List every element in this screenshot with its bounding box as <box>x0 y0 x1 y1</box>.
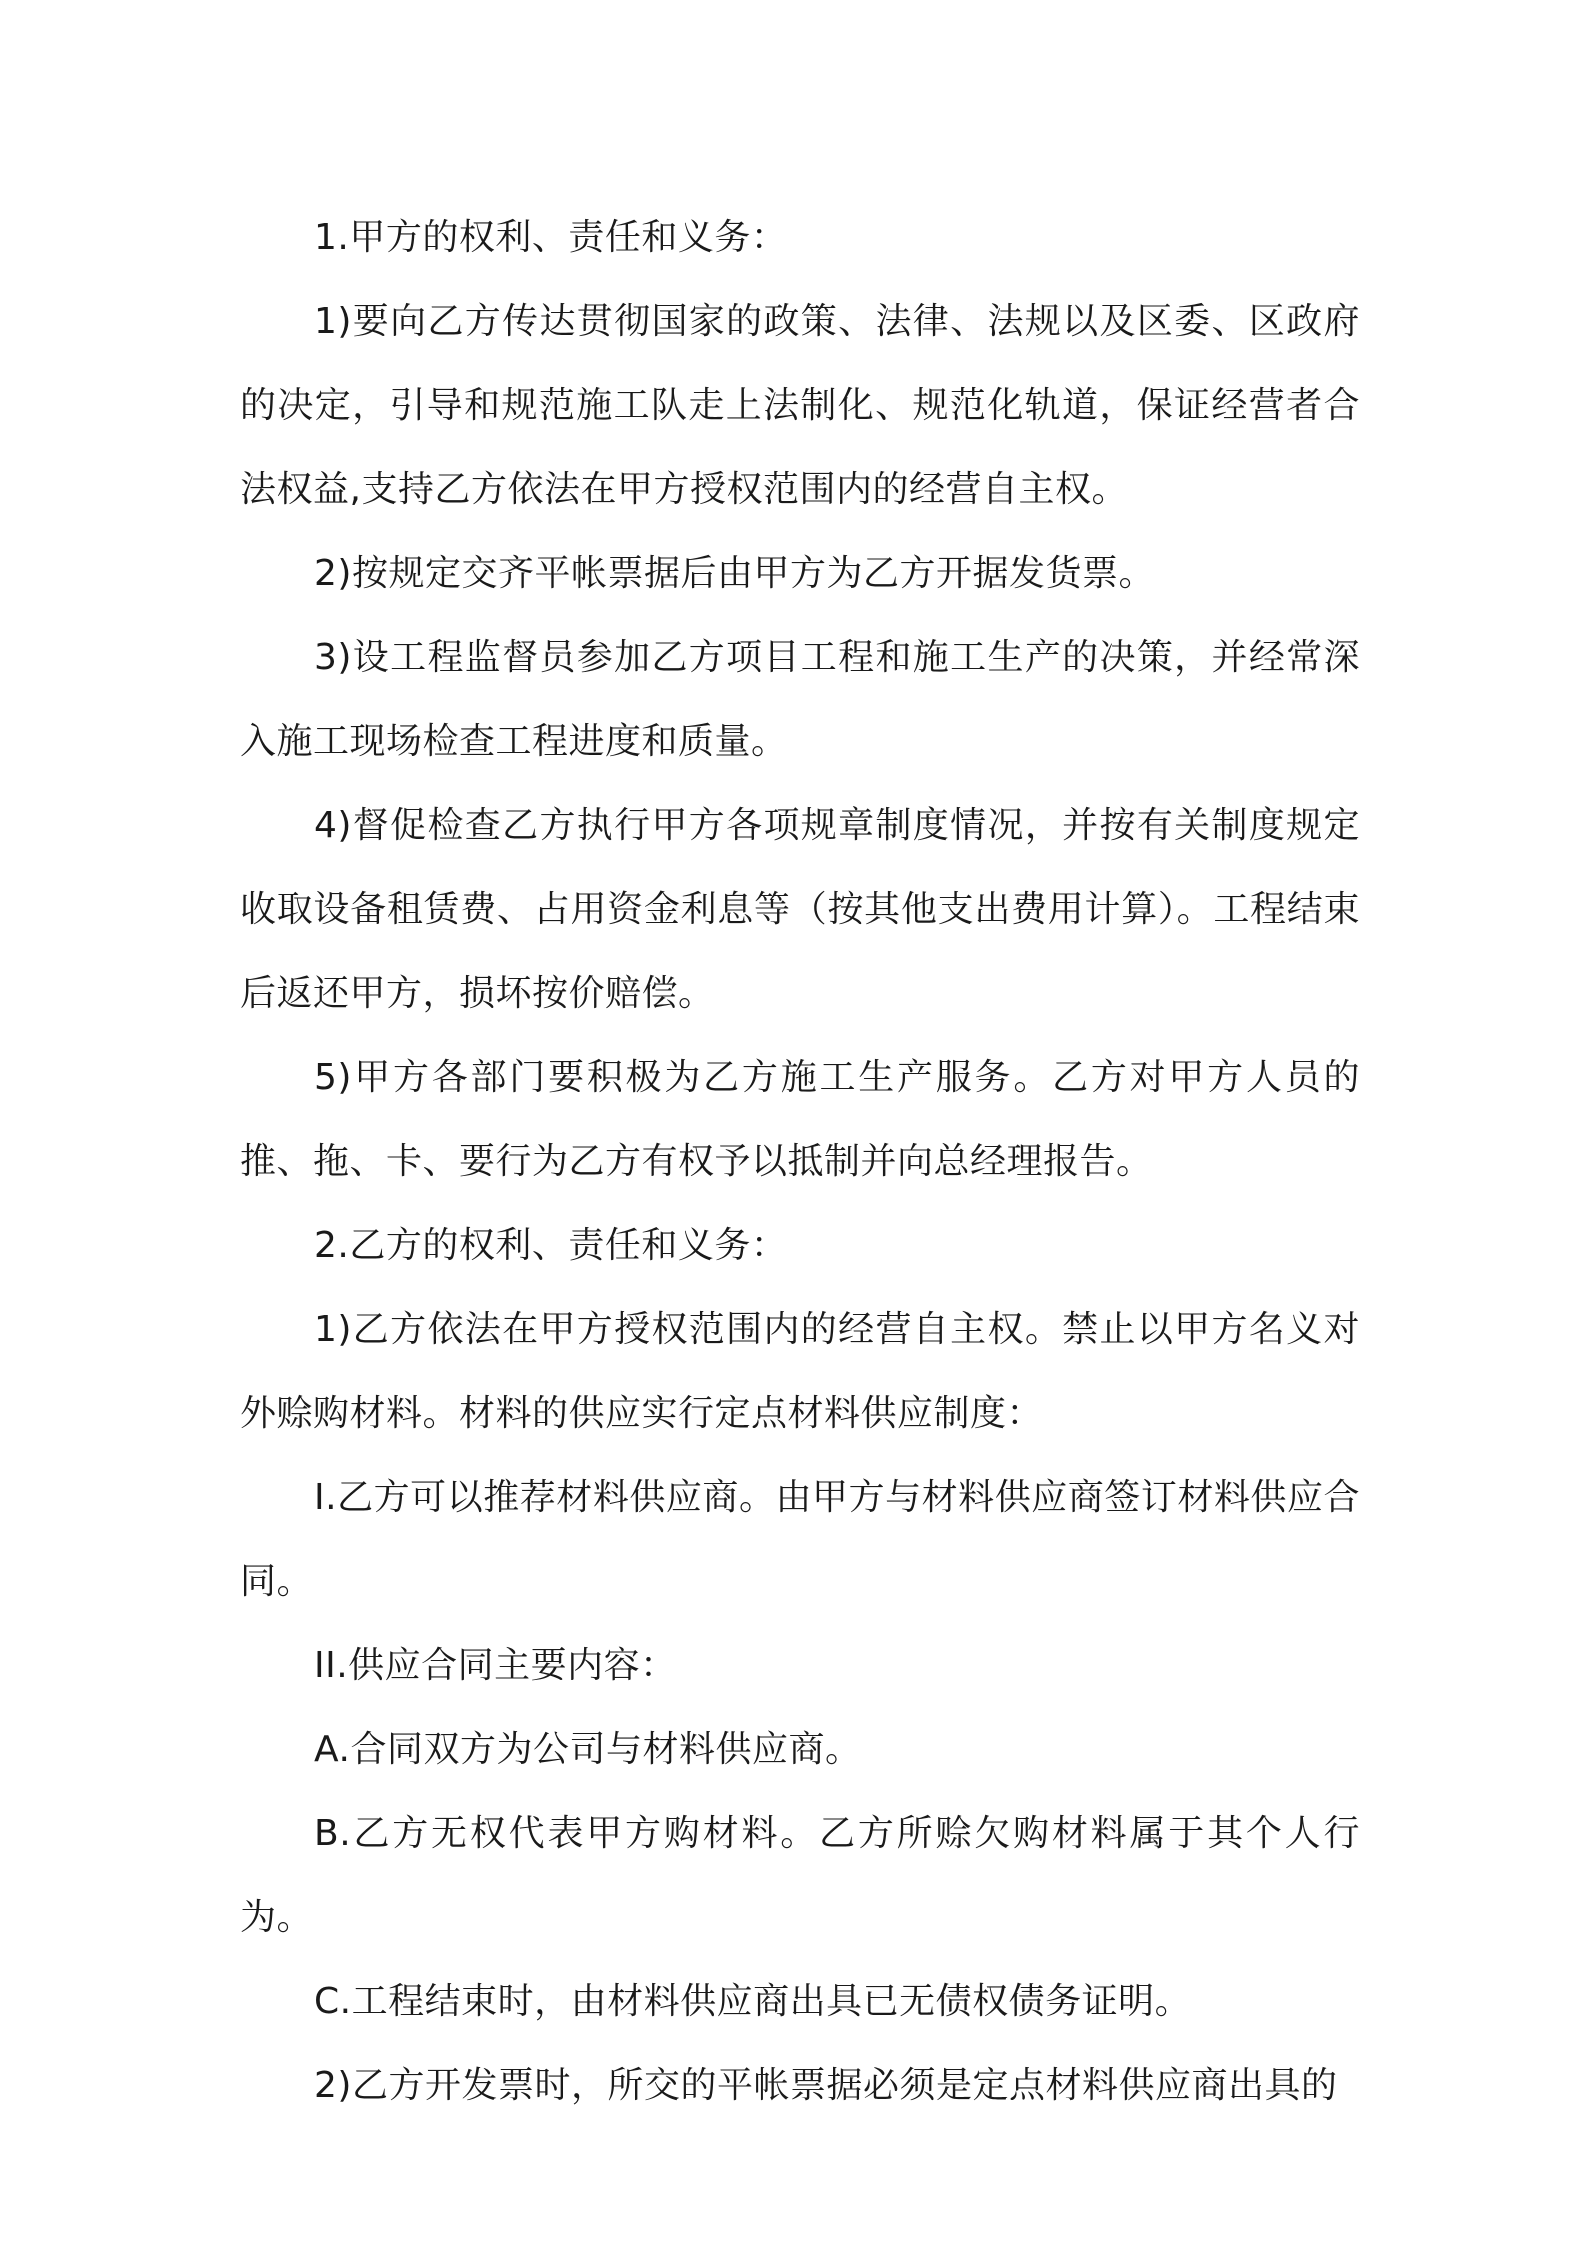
heading-party-a-rights: 1.甲方的权利、责任和义务： <box>314 217 788 258</box>
party-b-clause-1: 1)乙方依法在甲方授权范围内的经营自主权。禁止以甲方名义对外赊购材料。材料的供应实行定点材料供应制度： <box>240 1309 1360 1434</box>
party-b-subclause-i: I.乙方可以推荐材料供应商。由甲方与材料供应商签订材料供应合同。 <box>240 1477 1360 1602</box>
party-a-clause-2: 2)按规定交齐平帐票据后由甲方为乙方开据发货票。 <box>314 553 1155 594</box>
party-a-clause-1: 1)要向乙方传达贯彻国家的政策、法律、法规以及区委、区政府的决定，引导和规范施工队走上法制化、规范化轨道，保证经营者合法权益,支持乙方依法在甲方授权范围内的经营自主权。 <box>240 301 1360 510</box>
party-b-item-a: A.合同双方为公司与材料供应商。 <box>314 1729 862 1770</box>
party-b-subclause-ii: II.供应合同主要内容： <box>314 1645 677 1686</box>
party-a-clause-4: 4)督促检查乙方执行甲方各项规章制度情况，并按有关制度规定收取设备租赁费、占用资金利息等（按其他支出费用计算）。工程结束后返还甲方，损坏按价赔偿。 <box>240 805 1360 1014</box>
heading-party-b-rights: 2.乙方的权利、责任和义务： <box>314 1225 788 1266</box>
party-b-item-c: C.工程结束时，由材料供应商出具已无债权债务证明。 <box>314 1981 1192 2022</box>
party-b-item-b: B.乙方无权代表甲方购材料。乙方所赊欠购材料属于其个人行为。 <box>240 1813 1360 1938</box>
party-a-clause-3: 3)设工程监督员参加乙方项目工程和施工生产的决策，并经常深入施工现场检查工程进度和质量。 <box>240 637 1360 762</box>
party-b-clause-2: 2)乙方开发票时，所交的平帐票据必须是定点材料供应商出具的 <box>314 2065 1338 2106</box>
document-body <box>240 196 1360 2128</box>
party-a-clause-5: 5)甲方各部门要积极为乙方施工生产服务。乙方对甲方人员的推、拖、卡、要行为乙方有权予以抵制并向总经理报告。 <box>240 1057 1360 1182</box>
